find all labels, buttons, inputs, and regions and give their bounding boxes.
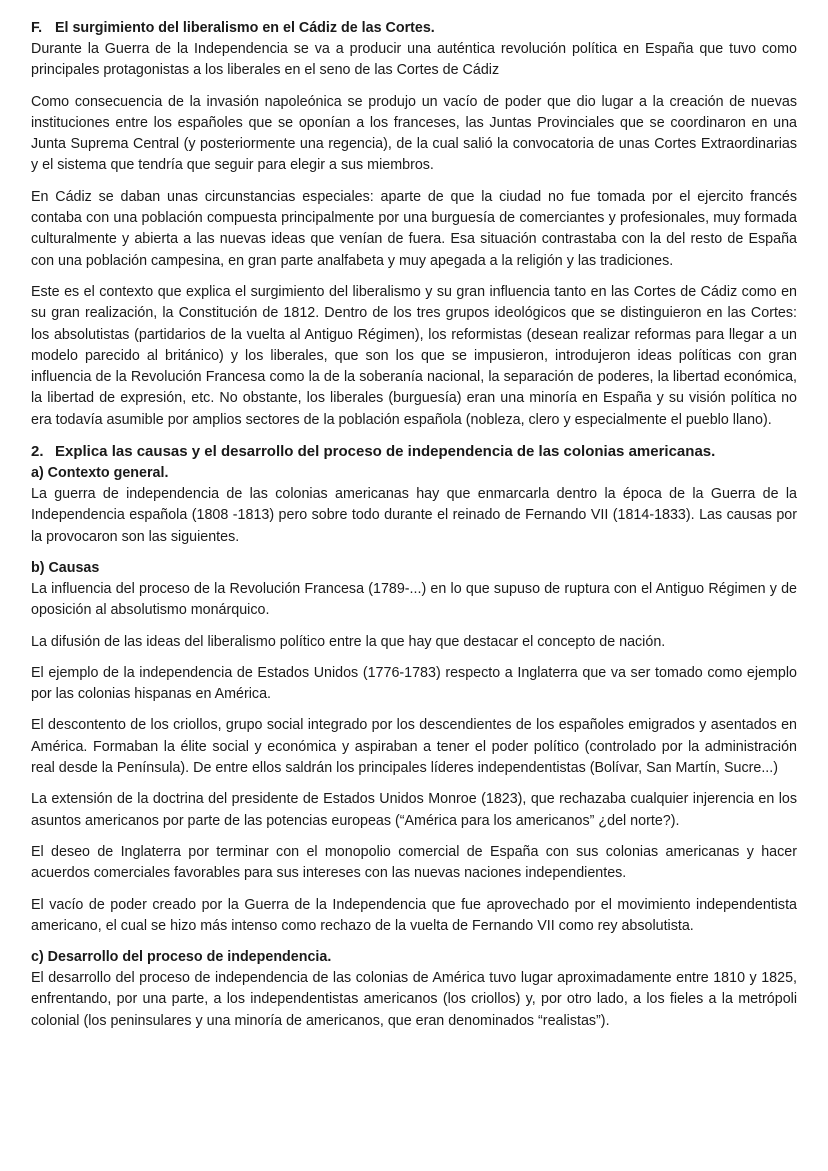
cause-paragraph: El vacío de poder creado por la Guerra de la Independencia que fue aprovechado por el movimiento independentista americano, el cual se hizo más intenso como rechazo de la vuelta de Fernando VII como rey absolutista. [31,896,797,934]
cause-paragraph: La difusión de las ideas del liberalismo político entre la que hay que destacar el concepto de nación. [31,633,666,650]
question-2-heading [31,441,797,463]
section-f-paragraph: En Cádiz se daban unas circunstancias especiales: aparte de que la ciudad no fue tomada por el ejercito francés contaba con una población compuesta principalmente por una burguesía de comerciantes y profesionales, muy formada culturalmente y abierta a las nuevas ideas que venían de fuera. Esa situación contrastaba con la del resto de España con una población campesina, en gran parte analfabeta y muy apegada a la religión y las tradiciones. [31,188,797,269]
section-f-paragraph: Durante la Guerra de la Independencia se va a producir una auténtica revolución política en España que tuvo como principales protagonistas a los liberales en el seno de las Cortes de Cádiz [31,41,797,79]
section-f-heading [31,18,797,39]
cause-paragraph: El deseo de Inglaterra por terminar con el monopolio comercial de España con sus colonias americanas y hacer acuerdos comerciales favorables para sus intereses con las nuevas naciones independientes. [31,843,797,882]
subsection-a-heading: a) Contexto general. [31,465,169,482]
question-2-number: 2. [31,443,44,461]
cause-paragraph: El descontento de los criollos, grupo social integrado por los descendientes de los españoles emigrados y asentados en América. Formaban la élite social y económica y aspiraban a tener el poder político (controlado por la administración real desde la Península). De entre ellos saldrán los principales líderes independentistas (Bolívar, San Martín, Sucre...) [31,717,797,777]
section-f-title: El surgimiento del liberalismo en el Cádiz de las Cortes. [55,20,435,36]
section-f-paragraph: Este es el contexto que explica el surgimiento del liberalismo y su gran influencia tanto en las Cortes de Cádiz como en su gran realización, la Constitución de 1812. Dentro de los tres grupos ideológicos que se distinguieron en las Cortes: los absolutistas (partidarios de la vuelta al Antiguo Régimen), los reformistas (desean realizar reformas para llegar a un modelo parecido al británico) y los liberales, que son los que se impusieron, introdujeron ideas políticas con gran influencia de la Revolución Francesa como la de la soberanía nacional, la separación de poderes, la libertad económica, la libertad de expresión, etc. No obstante, los liberales (burguesía) eran una minoría en España y su visión política no era todavía asumible por amplios sectores de la población española (nobleza, clero y especialmente el pueblo llano). [31,283,797,428]
subsection-c-heading: c) Desarrollo del proceso de independencia. [31,949,332,966]
subsection-c-paragraph: El desarrollo del proceso de independencia de las colonias de América tuvo lugar aproximadamente entre 1810 y 1825, enfrentando, por una parte, a los independentistas americanos (los criollos) y, por otro lado, a los fieles a la metrópoli colonial (los peninsulares y una minoría de americanos, que eran denominados “realistas”). [31,970,797,1029]
section-f-number: F. [31,20,43,36]
cause-paragraph: El ejemplo de la independencia de Estados Unidos (1776-1783) respecto a Inglaterra que va ser tomado como ejemplo por las colonias hispanas en América. [31,664,797,703]
cause-paragraph: La extensión de la doctrina del presidente de Estados Unidos Monroe (1823), que rechazaba cualquier injerencia en los asuntos americanos por parte de las potencias europeas (“América para los americanos” ¿del norte?). [31,791,797,829]
cause-paragraph: La influencia del proceso de la Revolución Francesa (1789-...) en lo que supuso de ruptura con el Antiguo Régimen y de oposición al absolutismo monárquico. [31,580,797,619]
section-f-paragraph: Como consecuencia de la invasión napoleónica se produjo un vacío de poder que dio lugar a la creación de nuevas instituciones entre los españoles que se oponían a los franceses, las Juntas Provinciales que se coordinaron en una Junta Suprema Central (y posteriormente una regencia), de la cual salió la convocatoria de unas Cortes Extraordinarias y el sistema que tendría que seguir para elegir a sus miembros. [31,93,797,174]
subsection-a-paragraph: La guerra de independencia de las colonias americanas hay que enmarcarla dentro la época de la Guerra de la Independencia española (1808 -1813) pero sobre todo durante el reinado de Fernando VII (1814-1833). Las causas por la provocaron son las siguientes. [31,486,797,545]
question-2-title: Explica las causas y el desarrollo del proceso de independencia de las colonias americanas. [55,443,716,461]
subsection-b-heading: b) Causas [31,559,100,576]
document-page [31,18,797,1032]
